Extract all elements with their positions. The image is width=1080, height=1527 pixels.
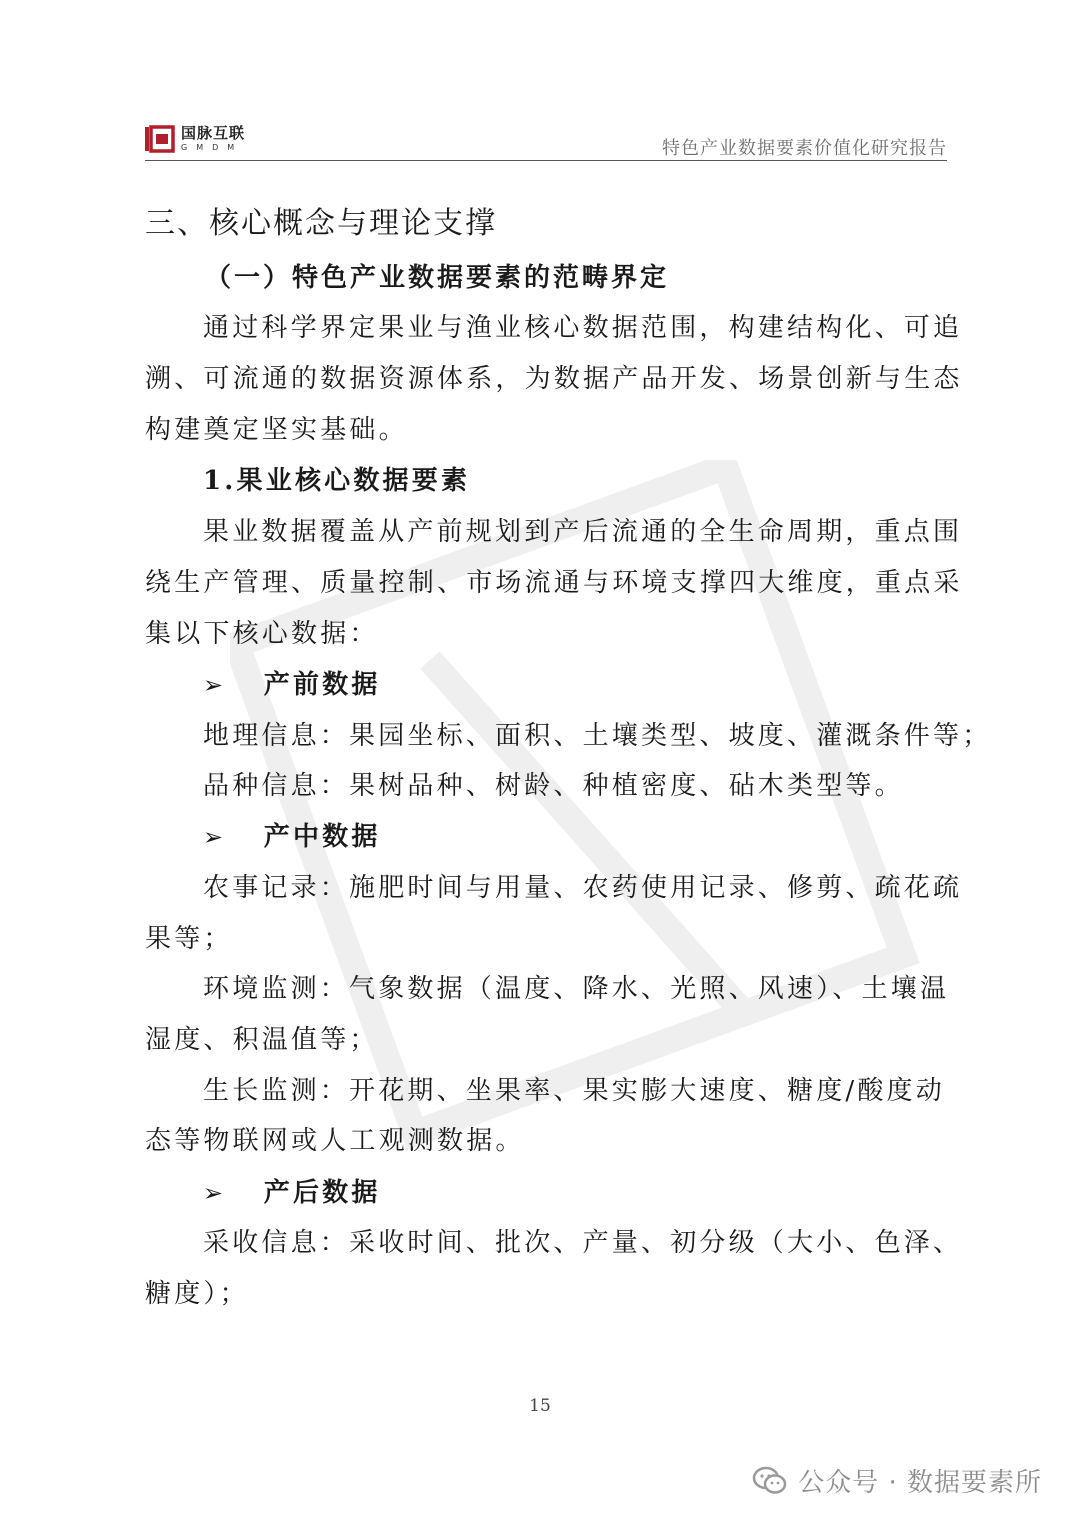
mid-line-3: 环境监测：气象数据（温度、降水、光照、风速）、土壤温 (203, 974, 950, 1004)
intro-line-1: 通过科学界定果业与渔业核心数据范围，构建结构化、可追 (203, 313, 963, 343)
mid-line-4: 湿度、积温值等； (145, 1025, 379, 1055)
mid-title: 产中数据 (263, 822, 381, 852)
arrow-bullet-icon: ➢ (203, 823, 227, 851)
page-number: 15 (529, 1396, 551, 1416)
page-header (145, 118, 947, 161)
mid-line-5: 生长监测：开花期、坐果率、果实膨大速度、糖度/酸度动 (203, 1076, 945, 1106)
logo-english-name: GMDM (181, 143, 244, 152)
report-title: 特色产业数据要素价值化研究报告 (662, 138, 947, 159)
arrow-bullet-icon: ➢ (203, 1179, 227, 1207)
wechat-account-label: 公众号 · 数据要素所 (798, 1468, 1042, 1498)
mid-heading (203, 816, 381, 853)
item1-para-line-3: 集以下核心数据： (145, 619, 379, 649)
gmdm-logo (145, 122, 245, 156)
wechat-icon (752, 1466, 788, 1496)
post-line-2: 糖度）； (145, 1279, 249, 1309)
mid-line-1: 农事记录：施肥时间与用量、农药使用记录、修剪、疏花疏 (203, 873, 963, 903)
item1-title: 1.果业核心数据要素 (203, 466, 471, 496)
intro-line-2: 溯、可流通的数据资源体系，为数据产品开发、场景创新与生态 (145, 364, 963, 394)
logo-chinese-name: 国脉互联 (181, 124, 246, 142)
post-title: 产后数据 (263, 1178, 381, 1208)
item1-para-line-2: 绕生产管理、质量控制、市场流通与环境支撑四大维度，重点采 (145, 568, 963, 598)
mid-line-6: 态等物联网或人工观测数据。 (145, 1126, 525, 1156)
pre-title: 产前数据 (263, 670, 381, 700)
intro-line-3: 构建奠定坚实基础。 (145, 415, 408, 445)
post-heading (203, 1172, 381, 1209)
arrow-bullet-icon: ➢ (203, 671, 227, 699)
item1-para-line-1: 果业数据覆盖从产前规划到产后流通的全生命周期，重点围 (203, 517, 963, 547)
wechat-account-badge (752, 1462, 1042, 1499)
pre-line-2: 品种信息：果树品种、树龄、种植密度、砧木类型等。 (203, 771, 904, 801)
section-title: 三、核心概念与理论支撑 (145, 206, 497, 241)
gmdm-logo-icon (145, 125, 175, 153)
mid-line-2: 果等； (145, 924, 233, 954)
subsection-title: （一）特色产业数据要素的范畴界定 (205, 263, 670, 293)
pre-line-1: 地理信息：果园坐标、面积、土壤类型、坡度、灌溉条件等； (203, 721, 992, 751)
post-line-1: 采收信息：采收时间、批次、产量、初分级（大小、色泽、 (203, 1228, 963, 1258)
pre-heading (203, 664, 381, 701)
